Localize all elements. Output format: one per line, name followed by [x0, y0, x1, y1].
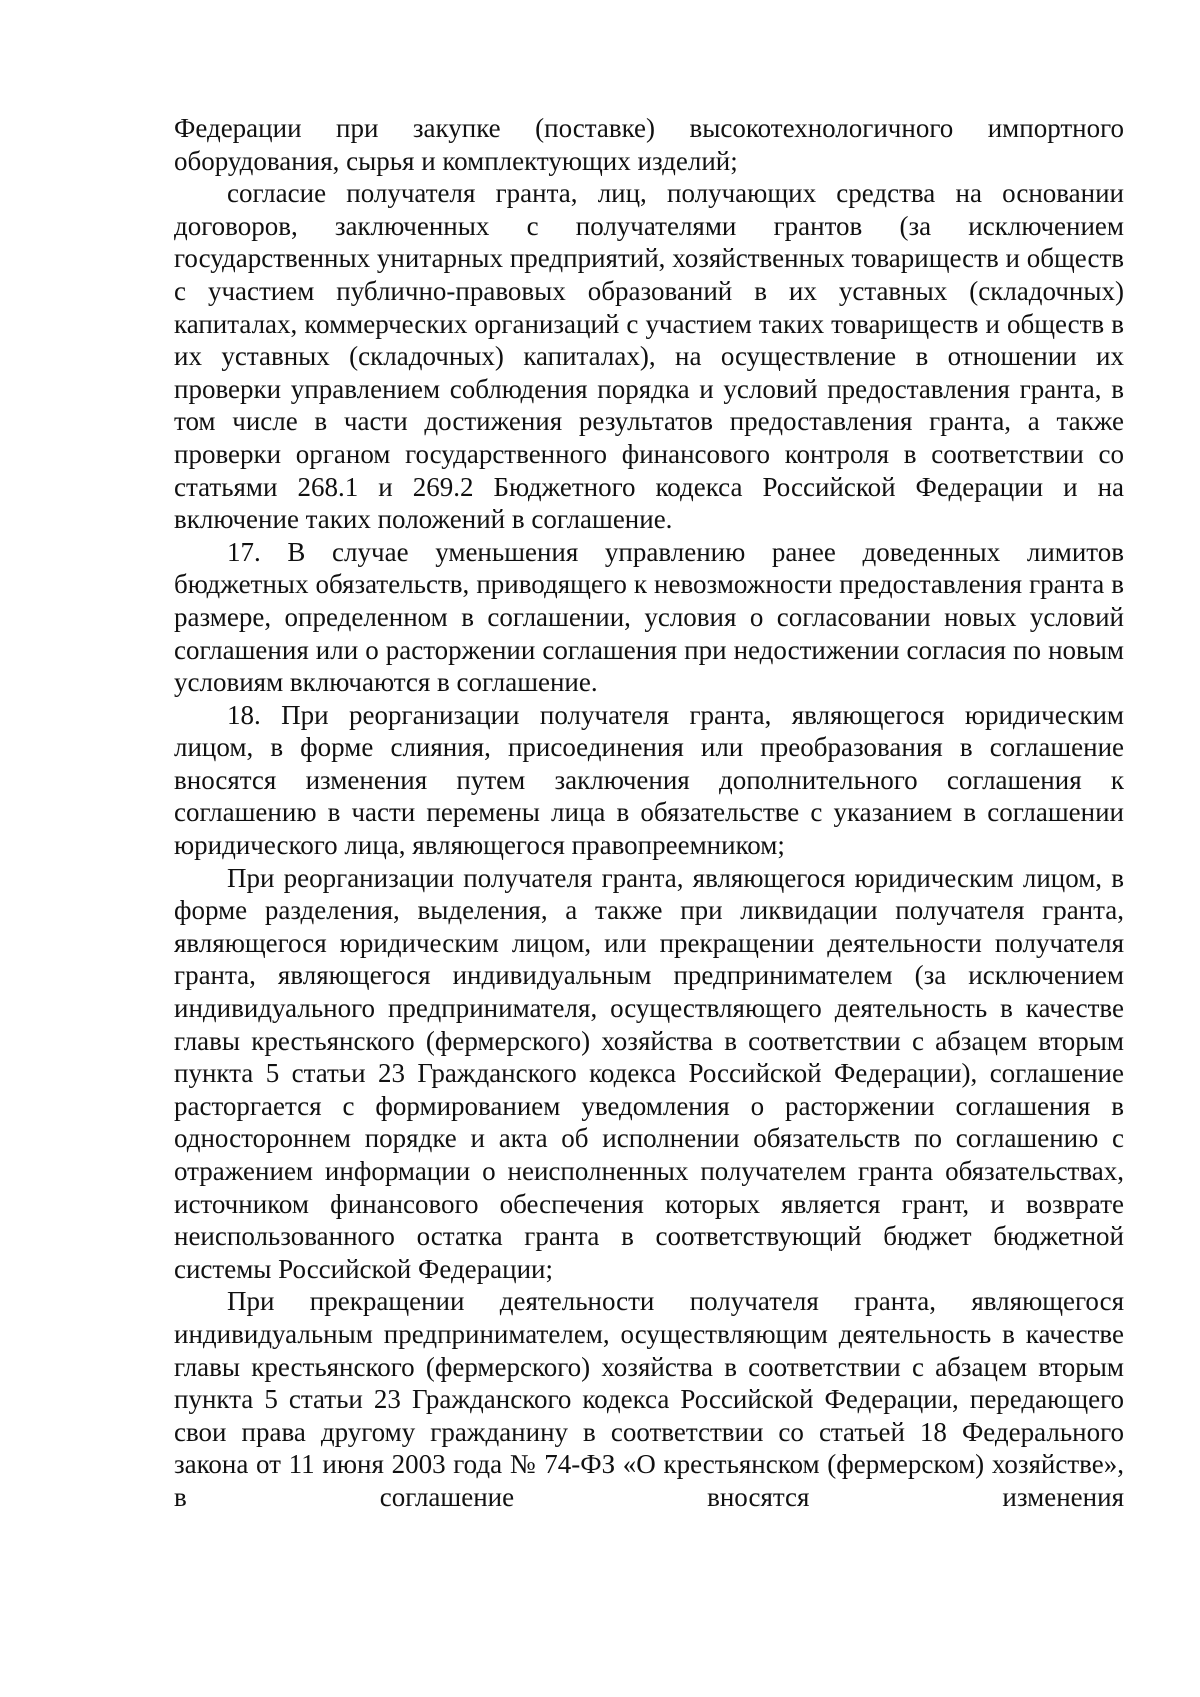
paragraph-reorganization-division: При реорганизации получателя гранта, являющегося юридическим лицом, в форме разделения, выделения, а также при ликвидации получателя гранта, являющегося юридическим лицом, или прекращении деятельности получателя гранта, являющегося индивидуальным предпринимателем (за исключением индивидуального предпринимателя, осуществляющего деятельность в качестве главы крестьянского (фермерского) хозяйства в соответствии с абзацем вторым пункта 5 статьи 23 Гражданского кодекса Российской Федерации), соглашение расторгается с формированием уведомления о расторжении соглашения в одностороннем порядке и акта об исполнении обязательств по соглашению с отражением информации о неисполненных получателем гранта обязательствах, источником финансового обеспечения которых является грант, и возврате неиспользованного остатка гранта в соответствующий бюджет бюджетной системы Российской Федерации; — [174, 862, 1124, 1284]
paragraph-continuation: Федерации при закупке (поставке) высокотехнологичного импортного оборудования, сырья и комплектующих изделий; — [174, 113, 1124, 176]
paragraph-consent: согласие получателя гранта, лиц, получающих средства на основании договоров, заключенных с получателями грантов (за исключением государственных унитарных предприятий, хозяйственных товариществ и обществ с участием публично-правовых образований в их уставных (складочных) капиталах, коммерческих организаций с участием таких товариществ и обществ в их уставных (складочных) капиталах), на осуществление в отношении их проверки управлением соблюдения порядка и условий предоставления гранта, в том числе в части достижения результатов предоставления гранта, а также проверки органом государственного финансового контроля в соответствии со статьями 268.1 и 269.2 Бюджетного кодекса Российской Федерации и на включение таких положений в соглашение. — [174, 178, 1124, 535]
paragraph-termination-farm: При прекращении деятельности получателя гранта, являющегося индивидуальным предпринимателем, осуществляющим деятельность в качестве главы крестьянского (фермерского) хозяйства в соответствии с абзацем вторым пункта 5 статьи 23 Гражданского кодекса Российской Федерации, передающего свои права другому гражданину в соответствии со статьей 18 Федерального закона от 11 июня 2003 года № 74-ФЗ «О крестьянском (фермерском) хозяйстве», в соглашение вносятся изменения — [174, 1286, 1124, 1512]
document-body — [174, 112, 1124, 1514]
paragraph-item-17: 17. В случае уменьшения управлению ранее доведенных лимитов бюджетных обязательств, приводящего к невозможности предоставления гранта в размере, определенном в соглашении, условия о согласовании новых условий соглашения или о расторжении соглашения при недостижении согласия по новым условиям включаются в соглашение. — [174, 536, 1124, 698]
paragraph-item-18: 18. При реорганизации получателя гранта, являющегося юридическим лицом, в форме слияния, присоединения или преобразования в соглашение вносятся изменения путем заключения дополнительного соглашения к соглашению в части перемены лица в обязательстве с указанием в соглашении юридического лица, являющегося правопреемником; — [174, 699, 1124, 861]
